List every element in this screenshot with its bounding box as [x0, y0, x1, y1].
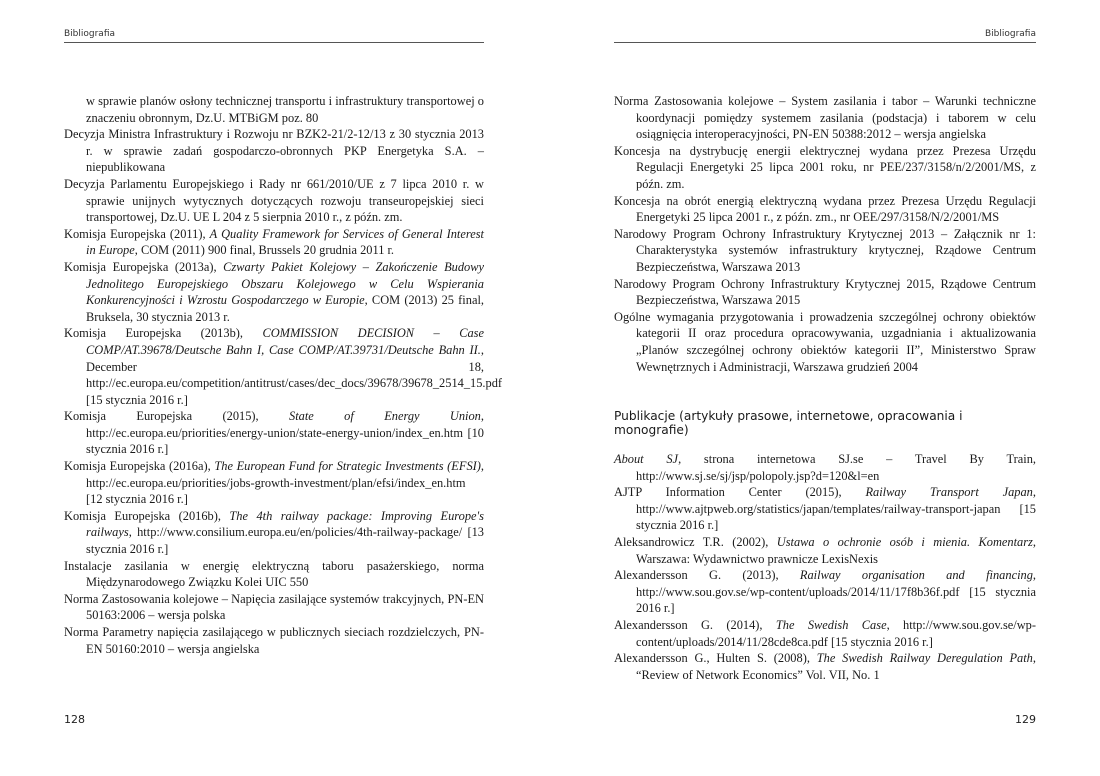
bibliography-entry	[614, 143, 1036, 193]
entry-text: , “Review of Network Economics” Vol. VII, No. 1	[636, 651, 1036, 682]
entry-text: Ogólne wymagania przygotowania i prowadzenia szczególnej ochrony obiektów kategorii II oraz procedura opracowywania, uzgadniania i aktualizowania „Planów szczególnej ochrony obiektów kategorii II”, Ministerstwo Spraw Wewnętrznych i Administracji, Warszawa grudzień 2004	[614, 309, 1036, 374]
entry-title: The Swedish Case	[775, 618, 887, 633]
entry-title: About SJ	[614, 452, 679, 467]
bibliography-entry	[64, 558, 484, 591]
entry-text: , http://www.ajtpweb.org/statistics/japan/templates/railway-transport-japan [15 stycznia 2016 r.]	[636, 485, 1036, 533]
right-page-content	[614, 93, 1036, 683]
entry-title: The European Fund for Strategic Investments (EFSI)	[214, 459, 481, 474]
entry-text: , December 18, http://ec.europa.eu/competition/antitrust/cases/dec_docs/39678/39678_2514_15.pdf [15 stycznia 2016 r.]	[86, 342, 503, 407]
entry-text: Komisja Europejska (2016b),	[64, 508, 230, 523]
entry-text: Koncesja na obrót energią elektryczną wydana przez Prezesa Urzędu Regulacji Energetyki 25 lipca 2001 r., z późn. zm., nr OEE/297/3158/N/2/2001/MS	[614, 193, 1036, 225]
entry-title: State of Energy Union	[289, 409, 481, 424]
entry-title: COMMISSION DECISION – Case COMP/AT.39678/Deutsche Bahn I, Case COMP/AT.39731/Deutsche Bahn II.	[86, 326, 484, 357]
bibliography-list	[64, 93, 503, 657]
bibliography-entry	[64, 325, 503, 408]
entry-text: Koncesja na dystrybucję energii elektrycznej wydana przez Prezesa Urzędu Regulacji Energetyki 25 lipca 2001 roku, nr PEE/237/3158/n/2/2001/MS, z późn. zm.	[614, 143, 1036, 191]
entry-text: Komisja Europejska (2013b),	[64, 326, 263, 341]
bibliography-entry	[64, 226, 484, 259]
entry-text: w sprawie planów osłony technicznej transportu i infrastruktury transportowej o znaczeniu obronnym, Dz.U. MTBiGM poz. 80	[86, 94, 484, 125]
entry-text: Alexandersson G. (2013),	[614, 568, 800, 583]
entry-text: Komisja Europejska (2015),	[64, 409, 290, 424]
bibliography-entry	[64, 408, 484, 458]
entry-title: The Swedish Railway Deregulation Path	[816, 651, 1033, 666]
entry-text: Narodowy Program Ochrony Infrastruktury Krytycznej 2015, Rządowe Centrum Bezpieczeństwa, Warszawa 2015	[614, 276, 1036, 308]
entry-text: Decyzja Ministra Infrastruktury i Rozwoju nr BZK2-21/2-12/13 z 30 stycznia 2013 r. w sprawie zadań gospodarczo-obronnych PKP Energetyka S.A. – niepublikowana	[64, 127, 484, 175]
bibliography-entry	[614, 276, 1036, 309]
bibliography-entry	[614, 193, 1036, 226]
entry-text: , http://www.consilium.europa.eu/en/policies/4th-railway-package/ [13 stycznia 2016 r.]	[86, 525, 484, 557]
entry-title: Czwarty Pakiet Kolejowy – Zakończenie Budowy Jednolitego Europejskiego Obszaru Kolejowego w Celu Wspierania Konkurencyjności i Wzrostu Gospodarczego w Europie	[86, 259, 484, 308]
entry-text: Decyzja Parlamentu Europejskiego i Rady nr 661/2010/UE z 7 lipca 2010 r. w sprawie unijnych wytycznych dotyczących rozwoju transeuropejskiej sieci transportowej, Dz.U. UE L 204 z 5 sierpnia 2010 r., z późn. zm.	[64, 176, 484, 225]
entry-text: Komisja Europejska (2011),	[64, 226, 210, 241]
bibliography-entry	[614, 226, 1036, 276]
section-heading: Publikacje (artykuły prasowe, internetowe, opracowania i monografie)	[614, 409, 963, 438]
bibliography-entry	[614, 309, 1036, 375]
page-number: 128	[64, 713, 85, 726]
entry-text: Alexandersson G. (2014),	[614, 618, 776, 633]
running-head: Bibliografia	[614, 29, 1036, 43]
bibliography-entry	[64, 624, 484, 657]
bibliography-entry	[64, 458, 484, 508]
running-head: Bibliografia	[64, 29, 484, 43]
bibliography-entry	[64, 591, 484, 624]
page-number: 129	[1015, 713, 1036, 726]
right-page	[614, 0, 1036, 776]
entry-text: Komisja Europejska (2013a),	[64, 259, 224, 274]
bibliography-entry	[614, 617, 1036, 650]
left-page	[64, 0, 503, 776]
entry-text: , COM (2013) 25 final, Bruksela, 30 stycznia 2013 r.	[86, 293, 484, 324]
entry-text: , http://www.sou.gov.se/wp-content/uploads/2014/11/28cde8ca.pdf [15 stycznia 2016 r.]	[636, 618, 1036, 649]
entry-text: Norma Parametry napięcia zasilającego w publicznych sieciach rozdzielczych, PN-EN 50160:2010 – wersja angielska	[64, 625, 484, 656]
bibliography-list	[614, 93, 1036, 375]
entry-title: A Quality Framework for Services of General Interest in Europe	[86, 226, 484, 258]
entry-text: Instalacje zasilania w energię elektryczną taboru pasażerskiego, norma Międzynarodowego Związku Kolei UIC 550	[64, 558, 484, 590]
bibliography-entry	[614, 534, 1036, 567]
entry-text: Norma Zastosowania kolejowe – Napięcia zasilające systemów trakcyjnych, PN-EN 50163:2006 – wersja polska	[64, 591, 484, 623]
entry-text: Narodowy Program Ochrony Infrastruktury Krytycznej 2013 – Załącznik nr 1: Charakterystyka systemów infrastruktury krytycznej, Rządowe Centrum Bezpieczeństwa, Warszawa 2013	[614, 226, 1036, 274]
entry-text: , COM (2011) 900 final, Brussels 20 grudnia 2011 r.	[134, 243, 395, 258]
publications-list	[614, 451, 1036, 683]
entry-title: Railway organisation and financing	[799, 568, 1033, 583]
bibliography-entry	[64, 508, 484, 558]
entry-text: Alexandersson G., Hulten S. (2008),	[614, 651, 817, 666]
entry-text: , Warszawa: Wydawnictwo prawnicze LexisNexis	[636, 535, 1036, 566]
entry-title: Ustawa o ochronie osób i mienia. Komentarz	[776, 535, 1033, 550]
bibliography-entry	[64, 259, 484, 325]
entry-text: , http://www.sou.gov.se/wp-content/uploads/2014/11/17f8b36f.pdf [15 stycznia 2016 r.]	[636, 568, 1037, 616]
bibliography-entry	[614, 484, 1036, 534]
bibliography-entry	[64, 93, 484, 126]
bibliography-entry	[64, 126, 484, 176]
entry-title: Railway Transport Japan	[865, 485, 1033, 500]
entry-text: , strona internetowa SJ.se – Travel By Train, http://www.sj.se/sj/jsp/polopoly.jsp?d=120&l=en	[636, 452, 1037, 483]
entry-text: AJTP Information Center (2015),	[614, 485, 866, 500]
bibliography-entry	[614, 567, 1036, 617]
entry-text: , http://ec.europa.eu/priorities/energy-union/state-energy-union/index_en.htm [10 stycznia 2016 r.]	[86, 409, 484, 457]
entry-text: Komisja Europejska (2016a),	[64, 459, 215, 474]
bibliography-entry	[64, 176, 484, 226]
entry-text: Norma Zastosowania kolejowe – System zasilania i tabor – Warunki techniczne koordynacji pomiędzy systemem zasilania (podstacja) i taborem w celu osiągnięcia interoperacyjności, PN-EN 50388:2012 – wersja angielska	[614, 94, 1036, 142]
bibliography-entry	[614, 93, 1036, 143]
entry-text: , http://ec.europa.eu/priorities/jobs-growth-investment/plan/efsi/index_en.htm [12 stycznia 2016 r.]	[86, 459, 484, 507]
bibliography-entry	[614, 650, 1036, 683]
bibliography-entry	[614, 451, 1036, 484]
entry-text: Aleksandrowicz T.R. (2002),	[614, 535, 777, 550]
entry-title: The 4th railway package: Improving Europe's railways	[86, 508, 484, 540]
